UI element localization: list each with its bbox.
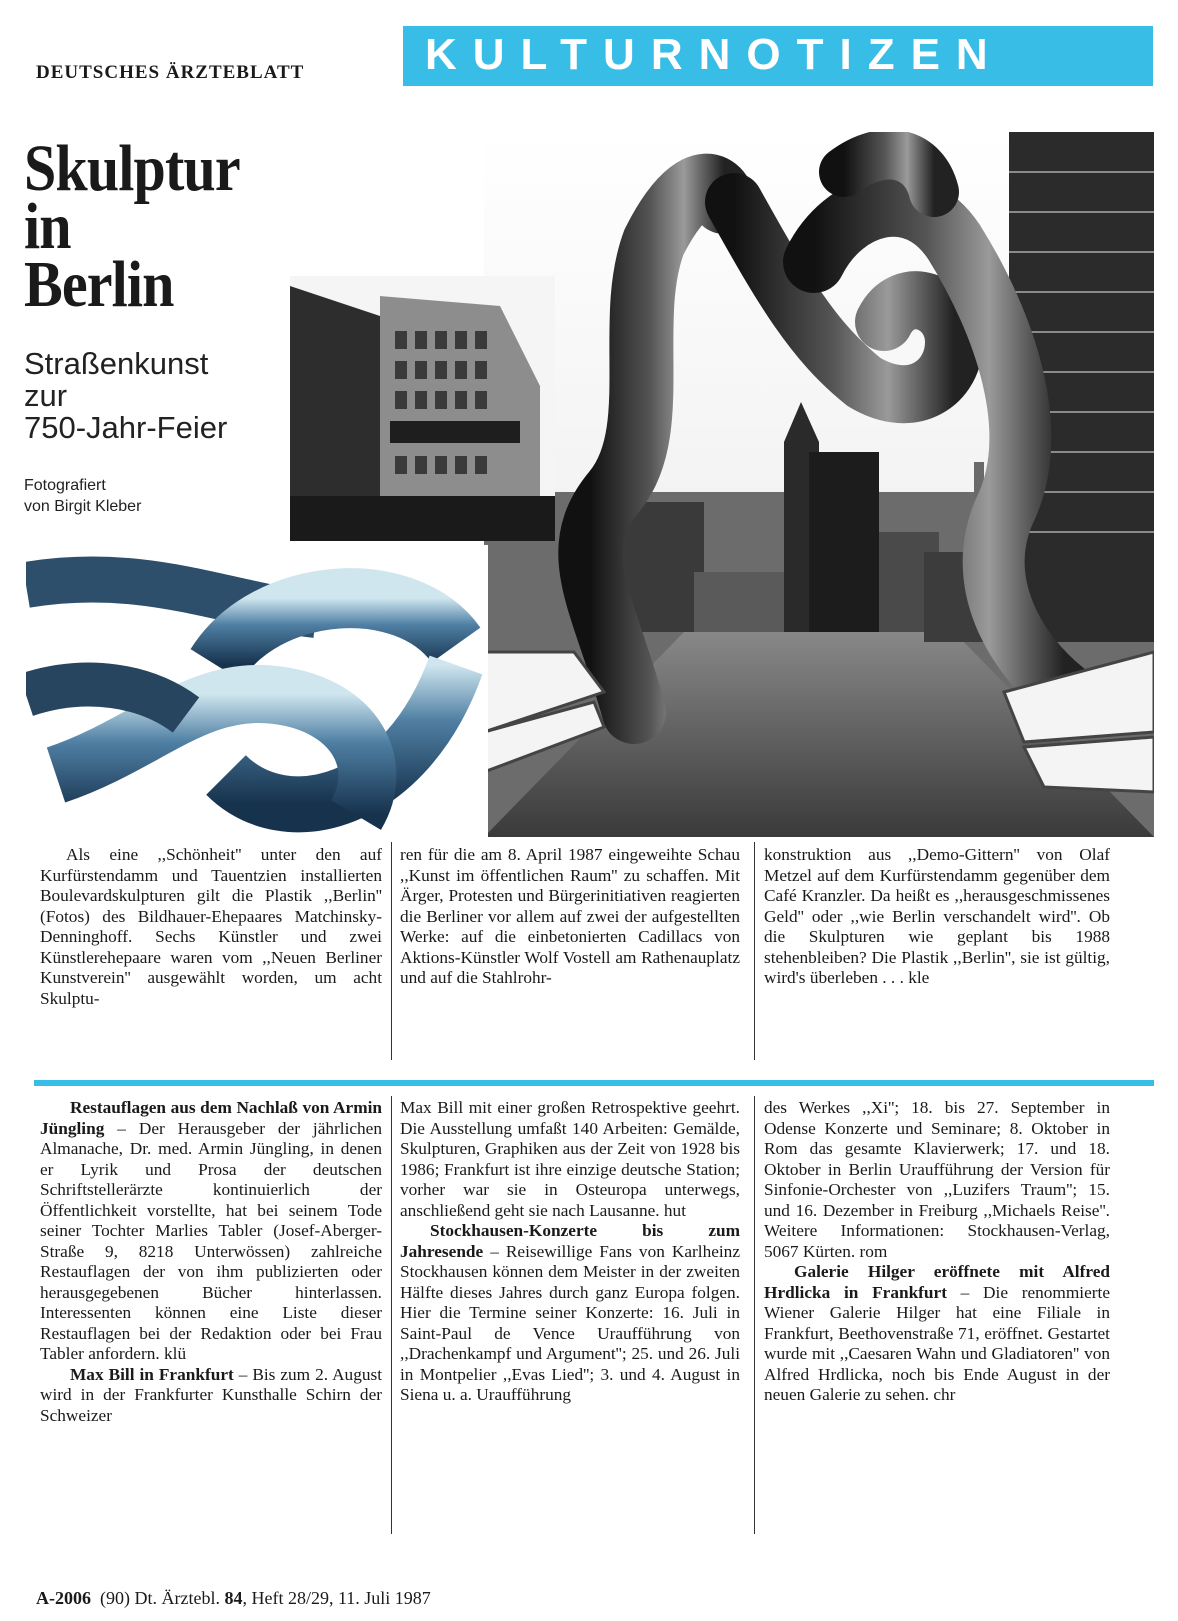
footer-volume: 84 <box>224 1588 243 1608</box>
building-photo <box>290 276 555 541</box>
feature-column: konstruktion aus ,,Demo-Gittern'' von Olaf Metzel auf dem Kurfürstendamm gegenüber dem Café Kranzler. Da heißt es ,,herausgeschmissenes Geld'' oder ,,wie Berlin verschandelt wird''. Ob die Skulpturen wie geplant bis 1988 stehenbleiben? Die Plastik ,,Berlin'', sie ist gültig, wird's überleben . . . kle <box>764 845 1110 987</box>
notice-text: – Die renommierte Wiener Galerie Hilger hat eine Filiale in Frankfurt, Beethovenstraße 71, eröffnet. Gestartet wurde mit ,,Caesaren Wahn und Gladiatoren'' von Alfred Hrdlicka, noch bis Ende August in der neuen Galerie zu sehen. chr <box>764 1282 1110 1404</box>
sculpture-detail-photo <box>26 545 488 837</box>
column-divider <box>754 842 755 1060</box>
notice-text: – Reisewillige Fans von Karlheinz Stockhausen können dem Meister in der zweiten Hälfte dieses Jahres durch ganz Europa folgen. Hier die Termine seiner Konzerte: 16. Juli in Saint-Paul de Vence Uraufführung von ,,Drachenkampf und Argument''; 25. und 26. Juli in Montpelier ,,Evas Lied''; 3. und 4. August in Siena u. a. Uraufführung <box>400 1241 740 1404</box>
feature-column: Als eine ,,Schönheit'' unter den auf Kurfürstendamm und Tauentzien installierten Boulevardskulpturen gilt die Plastik ,,Berlin'' (Fotos) des Bildhauer-Ehepaares Matchinsky-Denninghoff. Sechs Künstler und zwei Künstlerehepaare waren vom ,,Neuen Berliner Kunstverein'' ausgewählt worden, um acht Skulptu- <box>40 845 382 1008</box>
notice-heading: Stockhausen-Konzerte bis zum Jahresende <box>400 1221 740 1261</box>
notice-text: Max Bill mit einer großen Retrospektive geehrt. Die Ausstellung umfaßt 140 Arbeiten: Gemälde, Skulpturen, Graphiken aus der Zeit von 1928 bis 1986; Frankfurt ist ihre einzige deutsche Station; vorher war sie in Osteuropa unterwegs, anschließend geht sie nach Lausanne. hut <box>400 1098 740 1220</box>
footer-issue: , Heft 28/29, 11. Juli 1987 <box>242 1588 431 1608</box>
section-divider <box>34 1080 1154 1086</box>
subtitle-line: 750-Jahr-Feier <box>24 410 228 445</box>
page-footer <box>36 1588 431 1609</box>
column-divider <box>391 1096 392 1534</box>
section-banner <box>403 26 1153 86</box>
notice-column <box>764 1098 1110 1406</box>
masthead: DEUTSCHES ÄRZTEBLATT <box>36 62 305 83</box>
article-title <box>24 132 240 321</box>
footer-citation: (90) Dt. Ärztebl. <box>100 1588 220 1608</box>
column-divider <box>754 1096 755 1534</box>
notice-heading: Max Bill in Frankfurt <box>70 1364 234 1384</box>
notice-column <box>40 1098 382 1426</box>
notice-text: – Der Herausgeber der jährlichen Almanache, Dr. med. Armin Jüngling, in denen er Lyrik und Prosa der deutschen Schriftstellerärzte kontinuierlich der Öffentlichkeit vorstellte, hat bei seinem Tode seiner Tochter Marlies Tabler (Josef-Aberger-Straße 9, 8218 Unterwössen) zahlreiche Restauflagen der von ihm publizierten oder herausgegebenen Bücher hinterlassen. Interessenten können eine Liste dieser Restauflagen bei der Redaktion oder bei Frau Tabler anfordern. klü <box>40 1118 382 1363</box>
credit-line: Fotografiert <box>24 477 106 494</box>
section-title: KULTURNOTIZEN <box>425 30 1004 79</box>
sculpture-street-photo <box>484 132 1154 837</box>
photo-credit <box>24 475 141 517</box>
title-line: Skulptur <box>24 132 240 205</box>
subtitle-line: Straßenkunst <box>24 346 209 381</box>
title-line: Berlin <box>24 248 174 321</box>
feature-column: ren für die am 8. April 1987 eingeweihte Schau ,,Kunst im öffentlichen Raum'' zu schaffen. Mit Ärger, Protesten und Bürgerinitiativen reagierten die Berliner vor allem auf zwei der aufgestellten Werke: auf die einbetonierten Cadillacs von Aktions-Künstler Wolf Vostell am Rathenauplatz und auf die Stahlrohr- <box>400 845 740 987</box>
notice-column <box>400 1098 740 1406</box>
title-line: in <box>24 190 71 263</box>
page-number: A-2006 <box>36 1588 91 1608</box>
notice-text: – Bis zum 2. August wird in der Frankfurter Kunsthalle Schirn der Schweizer <box>40 1364 383 1425</box>
notice-text: des Werkes ,,Xi''; 18. bis 27. September in Odense Konzerte und Seminare; 8. Oktober in Rom das gesamte Klavierwerk; 17. und 18. Oktober in Berlin Uraufführung der Version für Sinfonie-Orchester von ,,Luzifers Traum''; 15. und 16. Dezember in Freiburg ,,Michaels Reise''. Weitere Informationen: Stockhausen-Verlag, 5067 Kürten. rom <box>764 1098 1110 1261</box>
notice-heading: Restauflagen aus dem Nachlaß von Armin Jüngling <box>40 1098 382 1138</box>
credit-line: von Birgit Kleber <box>24 498 142 515</box>
article-subtitle <box>24 348 227 444</box>
notice-heading: Galerie Hilger eröffnete mit Alfred Hrdlicka in Frankfurt <box>764 1262 1110 1302</box>
subtitle-line: zur <box>24 378 68 413</box>
column-divider <box>391 842 392 1060</box>
